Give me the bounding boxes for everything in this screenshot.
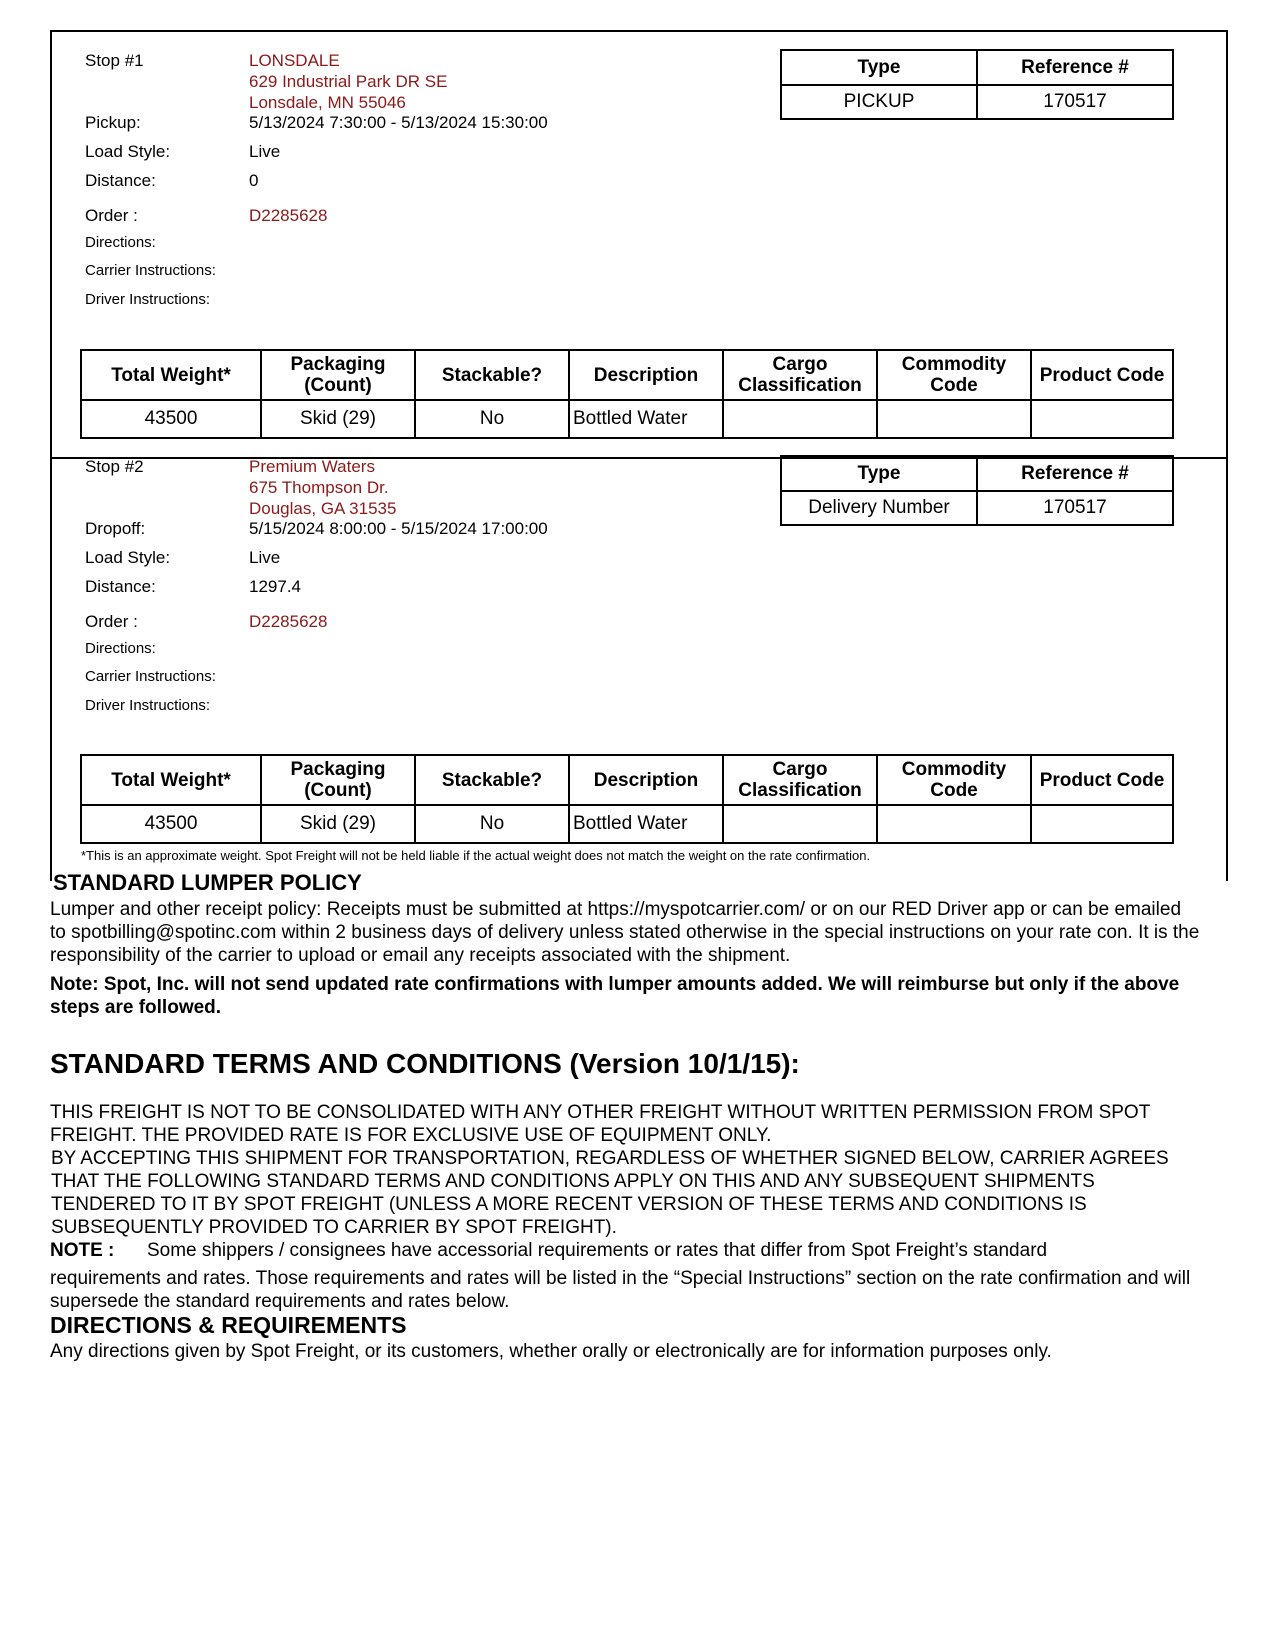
description-header: Description [569, 350, 723, 400]
driver-instructions-label: Driver Instructions: [85, 291, 211, 308]
description-cell: Bottled Water [569, 805, 723, 843]
stop-label: Stop #2 [85, 457, 144, 476]
product-code-header: Product Code [1031, 755, 1173, 805]
terms-note-line [50, 1239, 1200, 1262]
lumper-policy-note: Note: Spot, Inc. will not send updated rate confirmations with lumper amounts added. We will reimburse but only if the above steps are followed. [50, 974, 1180, 1018]
packaging-cell: Skid (29) [261, 805, 415, 843]
commodity-code-header: Commodity Code [877, 350, 1031, 400]
weight-footnote: *This is an approximate weight. Spot Freight will not be held liable if the actual weight does not match the weight on the rate confirmation. [81, 848, 871, 863]
type-cell: Delivery Number [781, 491, 977, 525]
stackable-header: Stackable? [415, 755, 569, 805]
time-label: Pickup: [85, 113, 141, 132]
stop-name: LONSDALE [249, 51, 340, 70]
stop-address-line1: 675 Thompson Dr. [249, 478, 389, 497]
terms-note-text: Some shippers / consignees have accessorial requirements or rates that differ from Spot Freight’s standard [146, 1240, 1048, 1261]
packaging-cell: Skid (29) [261, 400, 415, 438]
reference-table [780, 49, 1174, 120]
terms-heading: STANDARD TERMS AND CONDITIONS (Version 10/1/15): [50, 1048, 800, 1079]
carrier-instructions-label: Carrier Instructions: [85, 668, 216, 685]
total-weight-header: Total Weight* [81, 350, 261, 400]
distance-label: Distance: [85, 577, 156, 596]
load-style-value: Live [249, 548, 281, 567]
distance-value: 0 [249, 171, 259, 190]
reference-cell: 170517 [977, 491, 1173, 525]
reference-table [780, 455, 1174, 526]
time-value: 5/15/2024 8:00:00 - 5/15/2024 17:00:00 [249, 519, 548, 538]
load-style-label: Load Style: [85, 548, 171, 567]
driver-instructions-label: Driver Instructions: [85, 697, 211, 714]
stop-address-line1: 629 Industrial Park DR SE [249, 72, 448, 91]
terms-paragraph-2: BY ACCEPTING THIS SHIPMENT FOR TRANSPORTATION, REGARDLESS OF WHETHER SIGNED BELOW, CARRIER AGREES THAT THE FOLLOWING STANDARD TERMS AND CONDITIONS APPLY ON THIS AND ANY SUBSEQUENT SHIPMENTS TENDERED TO IT BY SPOT FREIGHT (UNLESS A MORE RECENT VERSION OF THESE TERMS AND CONDITIONS IS SUBSEQUENTLY PROVIDED TO CARRIER BY SPOT FREIGHT). [51, 1148, 1169, 1238]
stop-address-line2: Lonsdale, MN 55046 [249, 93, 406, 112]
order-label: Order : [85, 612, 138, 631]
description-cell: Bottled Water [569, 400, 723, 438]
stackable-cell: No [415, 400, 569, 438]
stackable-cell: No [415, 805, 569, 843]
distance-label: Distance: [85, 171, 156, 190]
load-style-label: Load Style: [85, 142, 171, 161]
commodity-code-cell [877, 805, 1031, 843]
order-label: Order : [85, 206, 138, 225]
reference-header: Reference # [977, 50, 1173, 85]
distance-value: 1297.4 [249, 577, 301, 596]
total-weight-cell: 43500 [81, 400, 261, 438]
cargo-table [80, 349, 1174, 439]
order-value: D2285628 [249, 612, 328, 631]
directions-label: Directions: [85, 640, 156, 657]
product-code-cell [1031, 805, 1173, 843]
cargo-classification-header: Cargo Classification [723, 350, 877, 400]
terms-note-continuation: requirements and rates. Those requirements and rates will be listed in the “Special Instructions” section on the rate confirmation and will supersede the standard requirements and rates below. [50, 1268, 1191, 1312]
stop-name: Premium Waters [249, 457, 375, 476]
commodity-code-cell [877, 400, 1031, 438]
stop-2-section [52, 457, 1226, 883]
stop-address-line2: Douglas, GA 31535 [249, 499, 397, 518]
stops-frame [50, 30, 1228, 881]
directions-label: Directions: [85, 234, 156, 251]
product-code-header: Product Code [1031, 350, 1173, 400]
stop-label: Stop #1 [85, 51, 144, 70]
description-header: Description [569, 755, 723, 805]
directions-heading: DIRECTIONS & REQUIREMENTS [50, 1312, 407, 1338]
cargo-classification-cell [723, 400, 877, 438]
type-header: Type [781, 456, 977, 491]
reference-cell: 170517 [977, 85, 1173, 119]
terms-note-label: NOTE : [50, 1240, 115, 1261]
lumper-policy-body: Lumper and other receipt policy: Receipts must be submitted at https://myspotcarrier.com/ or on our RED Driver app or can be emailed to spotbilling@spotinc.com within 2 business days of delivery unless stated otherwise in the special instructions on your rate con. It is the responsibility of the carrier to upload or email any receipts associated with the shipment. [50, 899, 1200, 966]
stackable-header: Stackable? [415, 350, 569, 400]
product-code-cell [1031, 400, 1173, 438]
time-value: 5/13/2024 7:30:00 - 5/13/2024 15:30:00 [249, 113, 548, 132]
total-weight-cell: 43500 [81, 805, 261, 843]
type-cell: PICKUP [781, 85, 977, 119]
total-weight-header: Total Weight* [81, 755, 261, 805]
time-label: Dropoff: [85, 519, 146, 538]
stop-1-section [52, 32, 1226, 459]
cargo-classification-cell [723, 805, 877, 843]
carrier-instructions-label: Carrier Instructions: [85, 262, 216, 279]
type-header: Type [781, 50, 977, 85]
terms-paragraph-1: THIS FREIGHT IS NOT TO BE CONSOLIDATED WITH ANY OTHER FREIGHT WITHOUT WRITTEN PERMISSION FROM SPOT FREIGHT. THE PROVIDED RATE IS FOR EXCLUSIVE USE OF EQUIPMENT ONLY. [50, 1102, 1150, 1146]
order-value: D2285628 [249, 206, 328, 225]
packaging-header: Packaging (Count) [261, 350, 415, 400]
cargo-table [80, 754, 1174, 844]
reference-header: Reference # [977, 456, 1173, 491]
packaging-header: Packaging (Count) [261, 755, 415, 805]
load-style-value: Live [249, 142, 281, 161]
cargo-classification-header: Cargo Classification [723, 755, 877, 805]
commodity-code-header: Commodity Code [877, 755, 1031, 805]
lumper-policy-heading: STANDARD LUMPER POLICY [53, 870, 362, 895]
directions-body: Any directions given by Spot Freight, or its customers, whether orally or electronically are for information purposes only. [50, 1341, 1052, 1362]
